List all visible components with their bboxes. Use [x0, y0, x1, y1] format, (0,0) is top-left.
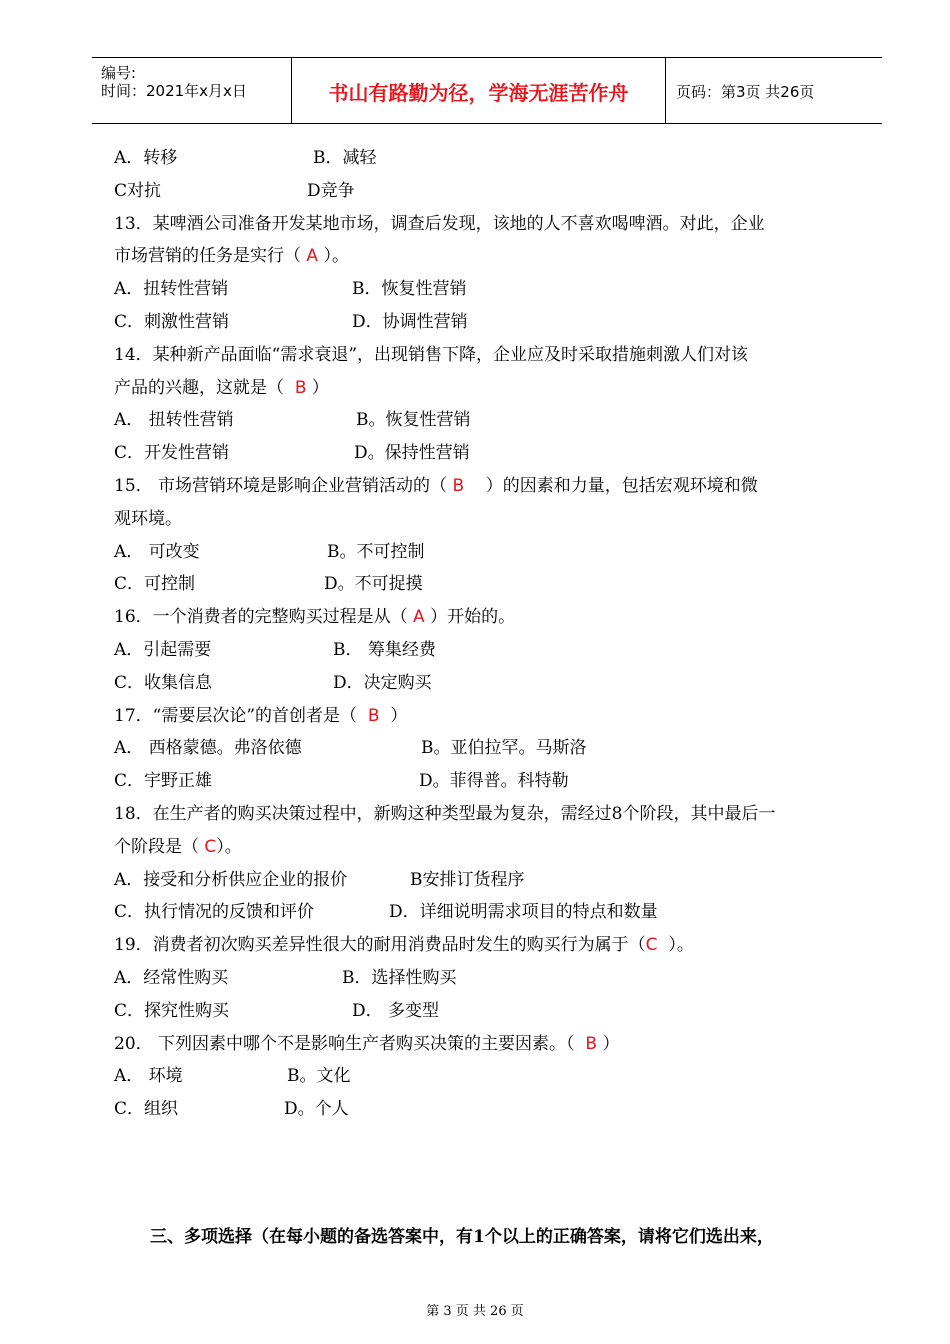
q14-option-c: C．开发性营销	[114, 443, 230, 464]
q13-option-d: D．协调性营销	[352, 311, 468, 332]
q12-option-d: D竞争	[307, 180, 355, 201]
q20-options-row1	[114, 1060, 864, 1093]
q13-stem-line1: 13．某啤酒公司准备开发某地市场，调查后发现，该地的人不喜欢喝啤酒。对此，企业	[114, 213, 765, 234]
q13-option-a: A．扭转性营销	[114, 279, 229, 300]
header-meta	[92, 58, 292, 124]
header-motto	[292, 58, 666, 124]
q16-option-b: B． 筹集经费	[333, 639, 436, 660]
q20-answer: B	[585, 1033, 598, 1054]
q17-answer: B	[367, 705, 380, 726]
q20-stem-text: 20． 下列因素中哪个不是影响生产者购买决策的主要因素。（	[114, 1033, 575, 1054]
q13-stem-end: ）。	[323, 246, 349, 267]
q14-stem-line1: 14．某种新产品面临“需求衰退”，出现销售下降，企业应及时采取措施刺激人们对该	[114, 344, 749, 365]
q17-options-row2	[114, 765, 864, 798]
q16-option-a: A．引起需要	[114, 639, 212, 660]
q14-option-a: A． 扭转性营销	[114, 410, 234, 431]
page-header	[92, 57, 882, 124]
q20-option-a: A． 环境	[114, 1066, 183, 1087]
header-page-info: 页码：第3页 共26页	[676, 82, 815, 101]
q20-option-b: B。文化	[287, 1066, 351, 1087]
q12-options-row2	[114, 175, 864, 208]
q19-option-d: D． 多变型	[352, 1000, 440, 1021]
q20-stem-line1	[114, 1028, 864, 1061]
q19-options-row1	[114, 962, 864, 995]
q17-option-a: A． 西格蒙德。弗洛依德	[114, 738, 302, 759]
q15-answer: B	[452, 475, 465, 496]
q17-stem-line1	[114, 700, 864, 733]
q14-option-d: D。保持性营销	[354, 443, 470, 464]
q19-option-a: A．经常性购买	[114, 967, 229, 988]
q17-options-row1	[114, 732, 864, 765]
q15-option-c: C．可控制	[114, 574, 196, 595]
q15-option-d: D。不可捉摸	[324, 574, 423, 595]
q20-stem-end: ）	[602, 1033, 620, 1054]
q14-options-row1	[114, 404, 864, 437]
q16-stem-end: ）开始的。	[430, 607, 516, 628]
q18-stem-line1: 18．在生产者的购买决策过程中，新购这种类型最为复杂，需经过8个阶段，其中最后一	[114, 803, 776, 824]
q16-options-row2	[114, 667, 864, 700]
q19-answer: C	[645, 935, 658, 956]
q14-stem-end: ）	[311, 377, 329, 398]
q18-stem-text: 个阶段是（	[114, 836, 199, 857]
q19-stem-line1	[114, 929, 864, 962]
q13-options-row2	[114, 306, 864, 339]
q16-option-d: D．决定购买	[333, 672, 432, 693]
q15-options-row2	[114, 568, 864, 601]
q16-answer: A	[413, 607, 425, 628]
q15-stem-line1	[114, 470, 864, 503]
q18-option-b: B安排订货程序	[410, 869, 525, 890]
q16-option-c: C．收集信息	[114, 672, 213, 693]
q17-option-d: D。菲得普。科特勒	[419, 771, 569, 792]
q14-stem-text: 产品的兴趣，这就是（	[114, 377, 284, 398]
q19-option-c: C．探究性购买	[114, 1000, 230, 1021]
section-title-multiple-choice: 三、多项选择（在每小题的备选答案中，有1个以上的正确答案，请将它们选出来，	[150, 1227, 774, 1247]
motto-text: 书山有路勤为径，学海无涯苦作舟	[328, 80, 629, 105]
q15-option-b: B。不可控制	[327, 541, 425, 562]
question-list	[114, 142, 864, 1126]
q18-options-row2	[114, 896, 864, 929]
q18-option-c: C．执行情况的反馈和评价	[114, 902, 315, 923]
q13-options-row1	[114, 273, 864, 306]
q18-options-row1	[114, 864, 864, 897]
q12-options-row1	[114, 142, 864, 175]
q12-option-c: C对抗	[114, 180, 162, 201]
q19-stem-text: 19．消费者初次购买差异性很大的耐用消费品时发生的购买行为属于（	[114, 935, 646, 956]
q15-options-row1	[114, 536, 864, 569]
q14-options-row2	[114, 437, 864, 470]
q20-option-c: C．组织	[114, 1099, 179, 1120]
q17-stem-end: ）	[390, 705, 408, 726]
q16-stem-line1	[114, 601, 864, 634]
q16-stem-text: 16．一个消费者的完整购买过程是从（	[114, 607, 408, 628]
q14-answer: B	[294, 377, 307, 398]
doc-number-label: 编号:	[101, 64, 137, 82]
q18-stem-end: ）。	[216, 836, 242, 857]
q13-option-c: C．刺激性营销	[114, 311, 230, 332]
q17-stem-text: 17．“需要层次论”的首创者是（	[114, 705, 358, 726]
q15-stem-text: 15． 市场营销环境是影响企业营销活动的（	[114, 475, 448, 496]
q13-stem-text: 市场营销的任务是实行（	[114, 246, 301, 267]
page-footer: 第 3 页 共 26 页	[426, 1304, 524, 1319]
q19-options-row2	[114, 995, 864, 1028]
q12-option-a: A．转移	[114, 148, 178, 168]
doc-time-label: 时间：2021年x月x日	[101, 82, 247, 100]
q17-option-b: B。亚伯拉罕。马斯洛	[421, 738, 587, 759]
q19-stem-end: ）。	[668, 935, 694, 956]
q12-option-b: B．减轻	[313, 148, 377, 168]
q13-answer: A	[306, 246, 319, 267]
q18-answer: C	[204, 836, 217, 857]
q20-option-d: D。个人	[284, 1099, 349, 1120]
q18-option-d: D．详细说明需求项目的特点和数量	[389, 902, 658, 923]
q15-option-a: A． 可改变	[114, 541, 200, 562]
q18-stem-line2	[114, 831, 864, 864]
q14-stem-line2	[114, 372, 864, 405]
q16-options-row1	[114, 634, 864, 667]
q13-stem-line2	[114, 240, 864, 273]
q14-option-b: B。恢复性营销	[356, 410, 471, 431]
q20-options-row2	[114, 1093, 864, 1126]
q15-stem-line2: 观环境。	[114, 508, 182, 529]
q17-option-c: C．宇野正雄	[114, 771, 213, 792]
q13-option-b: B．恢复性营销	[352, 279, 467, 300]
q18-option-a: A．接受和分析供应企业的报价	[114, 869, 348, 890]
q19-option-b: B．选择性购买	[342, 967, 457, 988]
q15-stem-end: ）的因素和力量，包括宏观环境和微	[485, 475, 758, 496]
